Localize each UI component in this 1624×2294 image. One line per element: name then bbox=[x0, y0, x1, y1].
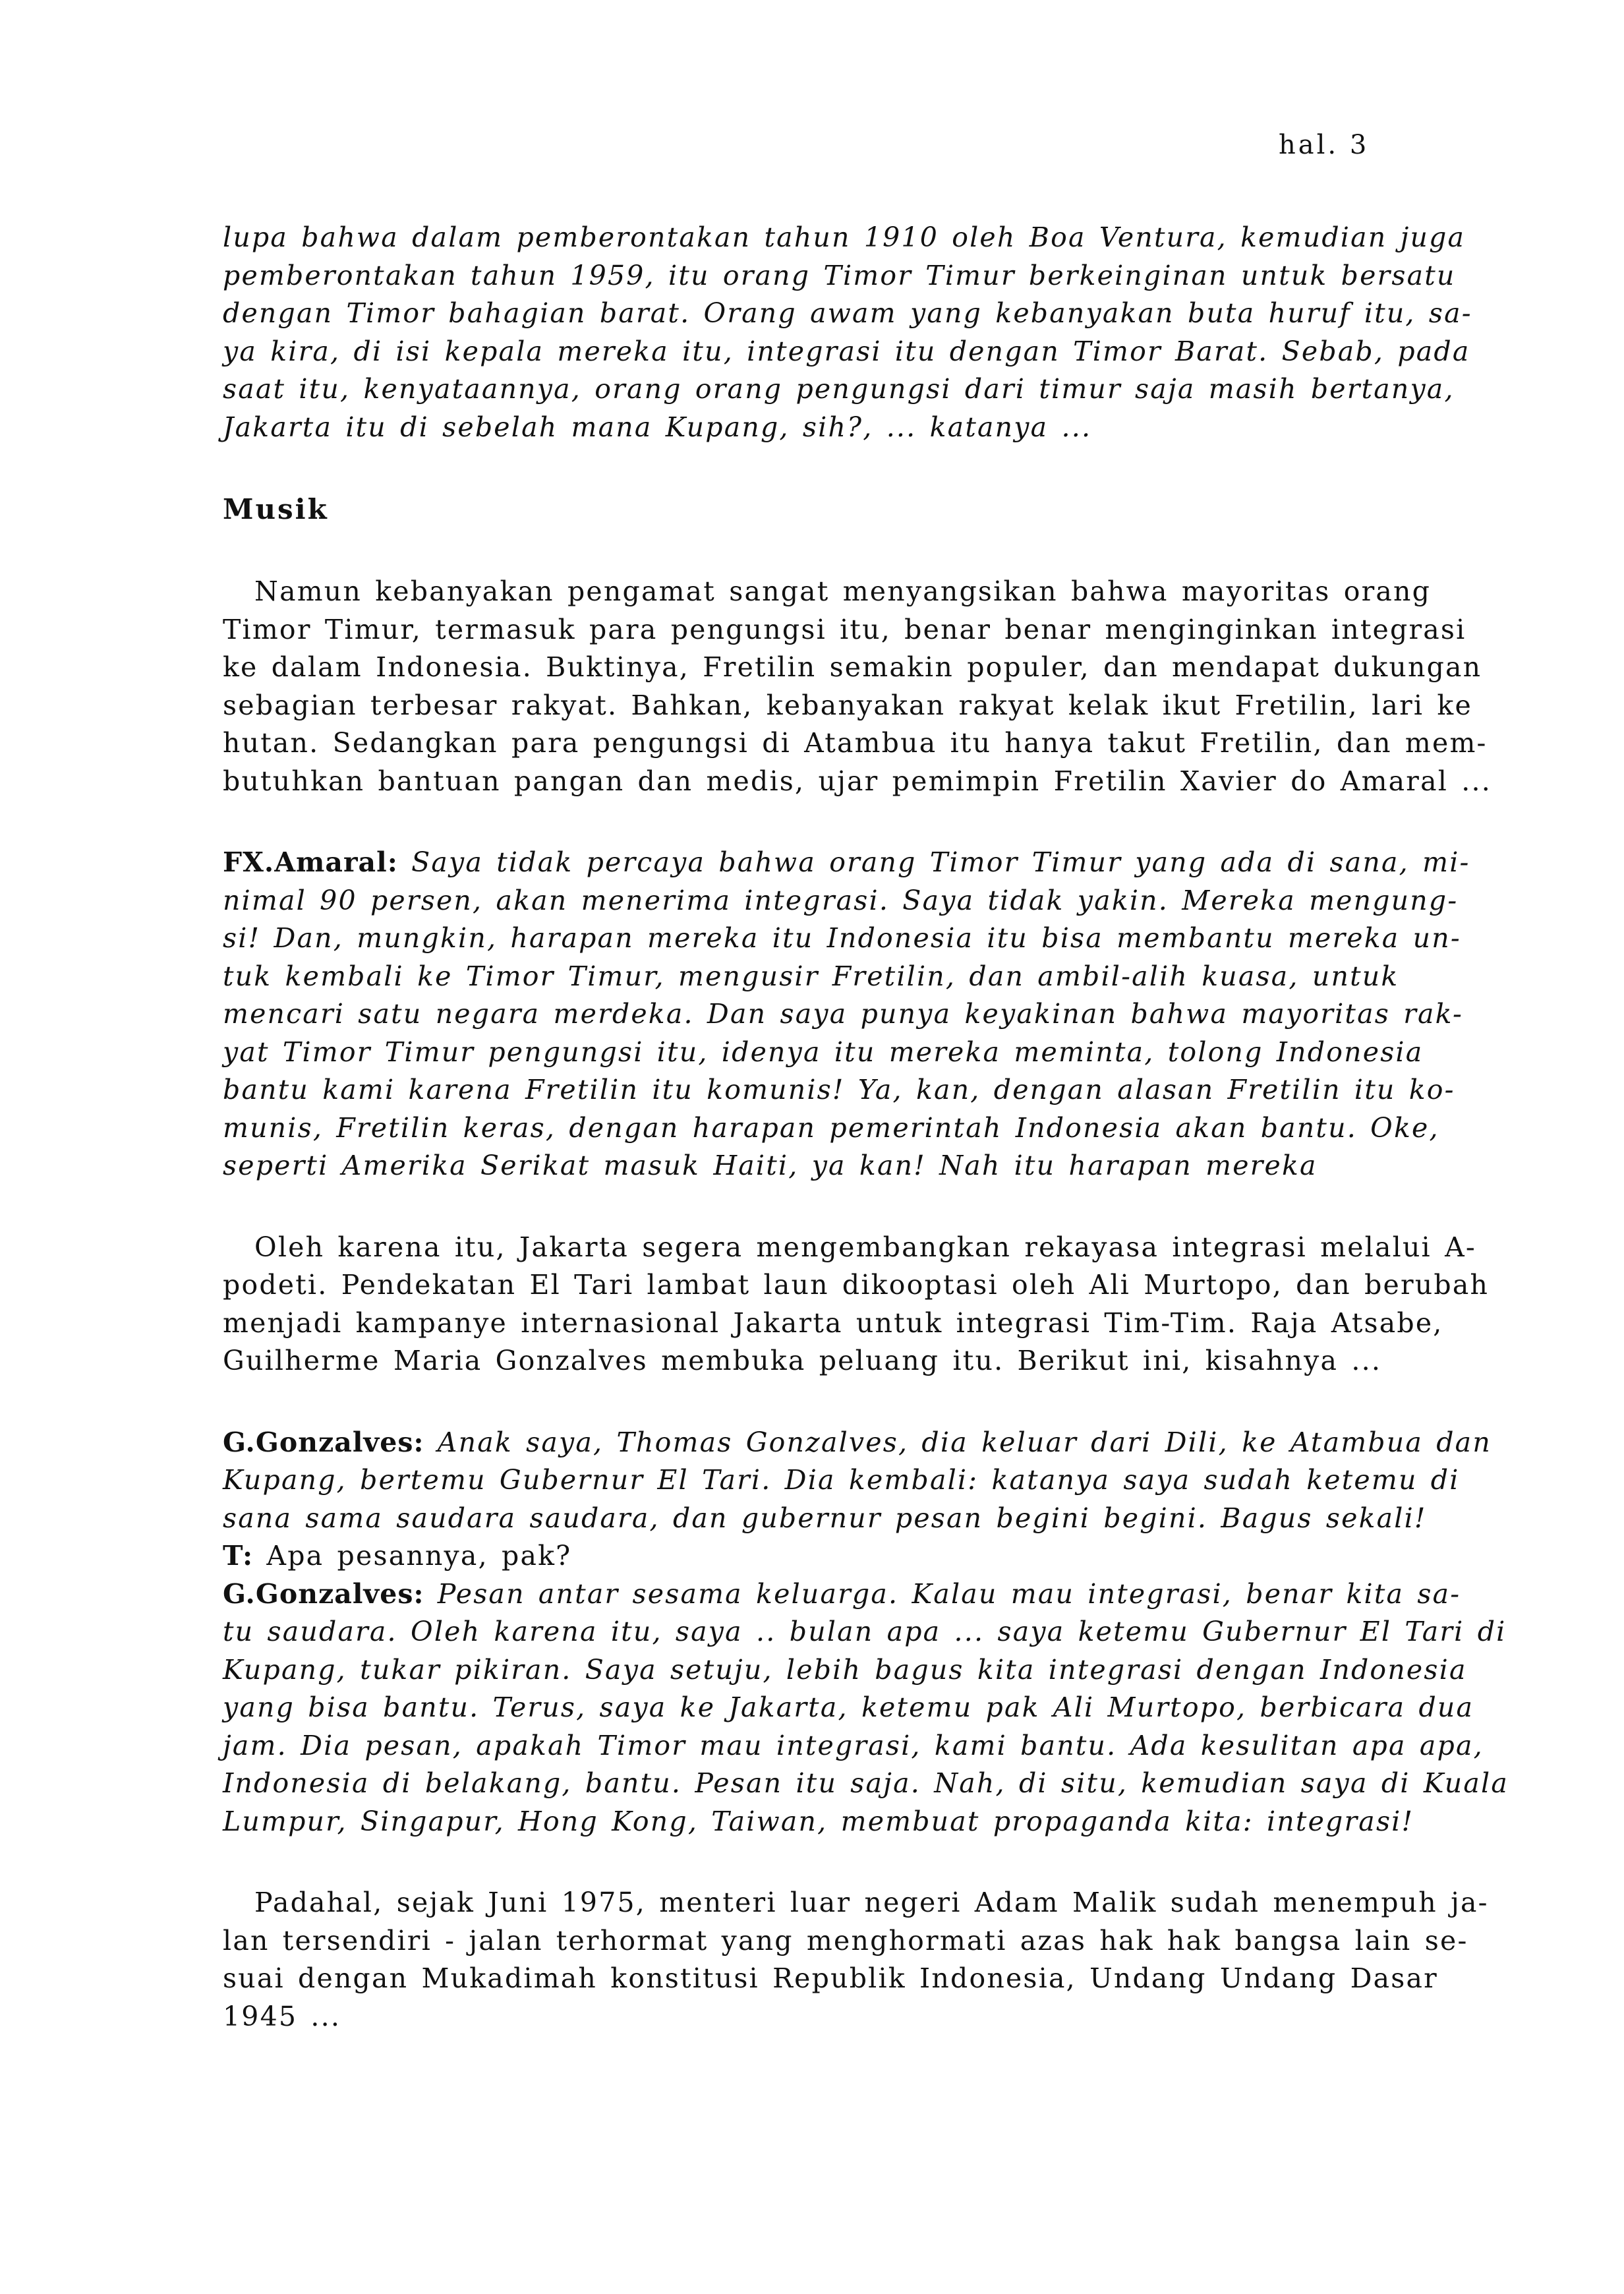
quote-text: Pesan antar sesama keluarga. Kalau mau integrasi, benar kita sa- bbox=[437, 1577, 1461, 1610]
text-line: suai dengan Mukadimah konstitusi Republik Indonesia, Undang Undang Dasar bbox=[223, 1962, 1438, 1994]
quote-text: Anak saya, Thomas Gonzalves, dia keluar dari Dili, ke Atambua dan bbox=[437, 1426, 1492, 1458]
question-line bbox=[223, 1537, 1436, 1575]
text-line: butuhkan bantuan pangan dan medis, ujar pemimpin Fretilin Xavier do Amaral ... bbox=[223, 765, 1492, 797]
quote-line: si! Dan, mungkin, harapan mereka itu Indonesia itu bisa membantu mereka un- bbox=[223, 922, 1461, 954]
speaker-label: G.Gonzalves: bbox=[223, 1426, 424, 1458]
text-line: Padahal, sejak Juni 1975, menteri luar negeri Adam Malik sudah menempuh ja- bbox=[254, 1887, 1489, 1918]
page-number: hal. 3 bbox=[1279, 130, 1370, 160]
text-line: dengan Timor bahagian barat. Orang awam yang kebanyakan buta huruf itu, sa- bbox=[223, 297, 1472, 329]
quote-line: sana sama saudara saudara, dan gubernur pesan begini begini. Bagus sekali! bbox=[223, 1502, 1427, 1534]
text-line: Namun kebanyakan pengamat sangat menyangsikan bahwa mayoritas orang bbox=[254, 575, 1432, 607]
gonzalves-interview bbox=[223, 1424, 1509, 1841]
text-line: Oleh karena itu, Jakarta segera mengembangkan rekayasa integrasi melalui A- bbox=[254, 1231, 1476, 1263]
page-body bbox=[223, 219, 1509, 2036]
quote-first-line bbox=[223, 1575, 1461, 1614]
quote-line: bantu kami karena Fretilin itu komunis! Ya, kan, dengan alasan Fretilin itu ko- bbox=[223, 1074, 1455, 1105]
text-line: lan tersendiri - jalan terhormat yang menghormati azas hak hak bangsa lain se- bbox=[223, 1924, 1468, 1956]
paragraph-oleh-karena bbox=[223, 1229, 1490, 1380]
quote-text: Saya tidak percaya bahwa orang Timor Timur yang ada di sana, mi- bbox=[411, 846, 1470, 878]
speaker-label: FX.Amaral: bbox=[223, 846, 398, 878]
speaker-label: G.Gonzalves: bbox=[223, 1577, 424, 1610]
text-line: ya kira, di isi kepala mereka itu, integrasi itu dengan Timor Barat. Sebab, pada bbox=[223, 335, 1470, 367]
speaker-label: T: bbox=[223, 1540, 254, 1572]
section-heading: Musik bbox=[223, 493, 329, 525]
paragraph-namun bbox=[223, 573, 1492, 800]
quote-line: yat Timor Timur pengungsi itu, idenya itu mereka meminta, tolong Indonesia bbox=[223, 1036, 1424, 1068]
text-line: lupa bahwa dalam pemberontakan tahun 1910 oleh Boa Ventura, kemudian juga bbox=[223, 221, 1466, 253]
quote-line: Indonesia di belakang, bantu. Pesan itu saja. Nah, di situ, kemudian saya di Kuala bbox=[223, 1767, 1509, 1799]
quote-line: mencari satu negara merdeka. Dan saya punya keyakinan bahwa mayoritas rak- bbox=[223, 998, 1464, 1030]
paragraph-gap bbox=[223, 529, 1436, 573]
quote-line: Kupang, bertemu Gubernur El Tari. Dia kembali: katanya saya sudah ketemu di bbox=[223, 1464, 1460, 1496]
text-line: menjadi kampanye internasional Jakarta untuk integrasi Tim-Tim. Raja Atsabe, bbox=[223, 1307, 1443, 1339]
text-line: podeti. Pendekatan El Tari lambat laun dikooptasi oleh Ali Murtopo, dan berubah bbox=[223, 1269, 1490, 1301]
text-line: hutan. Sedangkan para pengungsi di Atambua itu hanya takut Fretilin, dan mem- bbox=[223, 727, 1488, 759]
quote-line: jam. Dia pesan, apakah Timor mau integrasi, kami bantu. Ada kesulitan apa apa, bbox=[223, 1729, 1484, 1761]
quote-line: nimal 90 persen, akan menerima integrasi. Saya tidak yakin. Mereka mengung- bbox=[223, 884, 1459, 916]
text-line: Timor Timur, termasuk para pengungsi itu, benar benar menginginkan integrasi bbox=[223, 613, 1466, 645]
quote-line: Kupang, tukar pikiran. Saya setuju, lebih bagus kita integrasi dengan Indonesia bbox=[223, 1653, 1467, 1686]
text-line: saat itu, kenyataannya, orang orang pengungsi dari timur saja masih bertanya, bbox=[223, 373, 1455, 405]
quote-first-line bbox=[223, 1424, 1492, 1462]
text-line: pemberontakan tahun 1959, itu orang Timor Timur berkeinginan untuk bersatu bbox=[223, 259, 1456, 291]
paragraph-gap bbox=[223, 1185, 1436, 1229]
quote-line: tu saudara. Oleh karena itu, saya .. bulan apa ... saya ketemu Gubernur El Tari di bbox=[223, 1616, 1507, 1647]
question-text: Apa pesannya, pak? bbox=[266, 1540, 572, 1572]
intro-paragraph bbox=[223, 219, 1472, 446]
text-line: ke dalam Indonesia. Buktinya, Fretilin semakin populer, dan mendapat dukungan bbox=[223, 651, 1482, 683]
quote-line: seperti Amerika Serikat masuk Haiti, ya kan! Nah itu harapan mereka bbox=[223, 1150, 1318, 1181]
quote-line: yang bisa bantu. Terus, saya ke Jakarta, ketemu pak Ali Murtopo, berbicara dua bbox=[223, 1691, 1474, 1723]
text-line: sebagian terbesar rakyat. Bahkan, kebanyakan rakyat kelak ikut Fretilin, lari ke bbox=[223, 689, 1472, 721]
text-line: Guilherme Maria Gonzalves membuka peluang itu. Berikut ini, kisahnya ... bbox=[223, 1345, 1382, 1376]
amaral-quote bbox=[223, 844, 1470, 1185]
paragraph-gap bbox=[223, 800, 1436, 844]
quote-first-line bbox=[223, 844, 1470, 882]
text-line: Jakarta itu di sebelah mana Kupang, sih?, ... katanya ... bbox=[223, 411, 1092, 443]
quote-line: munis, Fretilin keras, dengan harapan pemerintah Indonesia akan bantu. Oke, bbox=[223, 1111, 1439, 1144]
paragraph-gap bbox=[223, 446, 1436, 490]
paragraph-padahal bbox=[223, 1884, 1489, 2036]
text-line: 1945 ... bbox=[223, 2000, 341, 2032]
quote-line: Lumpur, Singapur, Hong Kong, Taiwan, membuat propaganda kita: integrasi! bbox=[223, 1805, 1414, 1837]
quote-line: tuk kembali ke Timor Timur, mengusir Fretilin, dan ambil-alih kuasa, untuk bbox=[223, 960, 1399, 992]
paragraph-gap bbox=[223, 1380, 1436, 1424]
paragraph-gap bbox=[223, 1840, 1436, 1884]
